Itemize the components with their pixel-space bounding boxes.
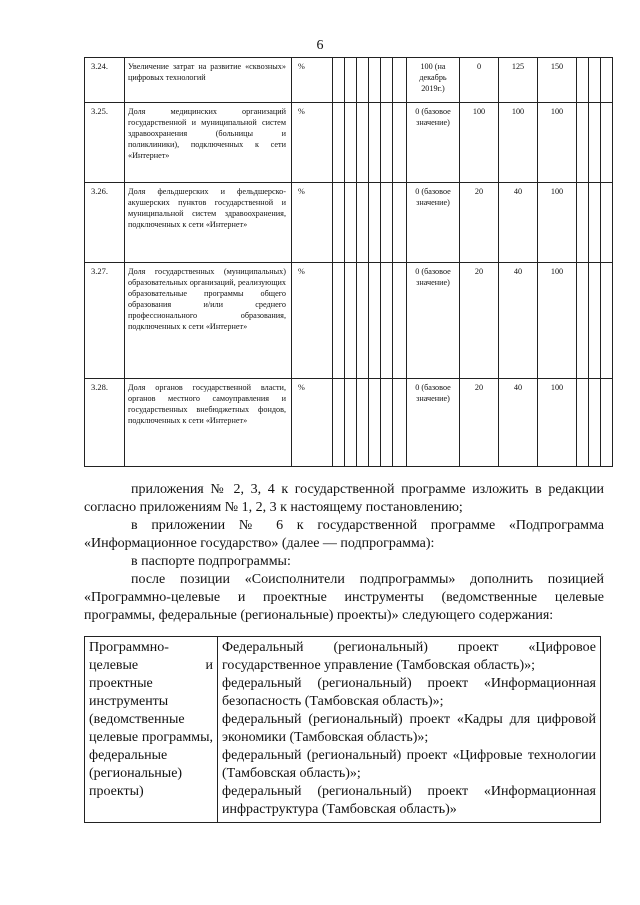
table-row [85,637,601,823]
unit-cell: % [292,58,333,103]
empty-cell [381,103,393,183]
empty-cell [577,263,589,379]
unit-cell: % [292,263,333,379]
unit-cell: % [292,379,333,467]
empty-cell [381,183,393,263]
indicator-name: Увеличение затрат на развитие «сквозных» цифровых технологий [125,58,292,103]
empty-cell [333,263,345,379]
empty-cell [601,183,613,263]
empty-cell [393,58,407,103]
empty-cell [333,103,345,183]
paragraph-subprogram: в приложении № 6 к государственной программе «Подпрограмма «Информационное государство» (далее — подпрограмма): [84,518,604,551]
base-value: 0 (базовое значение) [407,103,460,183]
empty-cell [357,183,369,263]
instruments-table [84,636,601,823]
empty-cell [577,379,589,467]
empty-cell [345,58,357,103]
indicator-name: Доля органов государственной власти, органов местного самоуправления и государственных внебюджетных фондов, подключенных к сети «Интернет» [125,379,292,467]
empty-cell [589,263,601,379]
empty-cell [589,183,601,263]
empty-cell [601,58,613,103]
empty-cell [393,379,407,467]
empty-cell [357,58,369,103]
value-cell: 100 [538,183,577,263]
empty-cell [369,379,381,467]
empty-cell [333,379,345,467]
value-cell: 100 [538,379,577,467]
indicator-name: Доля медицинских организаций государственной и муниципальной систем здравоохранения (больницы и поликлиники), подключенных к сети «Интернет» [125,103,292,183]
empty-cell [589,379,601,467]
empty-cell [357,103,369,183]
empty-cell [345,183,357,263]
project-item: федеральный (региональный) проект «Кадры для цифровой экономики (Тамбовская область)»; [222,712,596,745]
unit-cell: % [292,183,333,263]
empty-cell [345,263,357,379]
base-value: 0 (базовое значение) [407,183,460,263]
empty-cell [369,263,381,379]
value-cell: 125 [499,58,538,103]
empty-cell [369,103,381,183]
empty-cell [589,103,601,183]
empty-cell [369,58,381,103]
empty-cell [393,103,407,183]
value-cell: 0 [460,58,499,103]
table-row [85,58,613,103]
value-cell: 100 [538,103,577,183]
unit-cell: % [292,103,333,183]
empty-cell [381,58,393,103]
row-number: 3.27. [85,263,125,379]
base-value: 0 (базовое значение) [407,379,460,467]
table-row [85,183,613,263]
paragraph-passport: в паспорте подпрограммы: [131,554,291,569]
row-number: 3.26. [85,183,125,263]
value-cell: 40 [499,183,538,263]
value-cell: 150 [538,58,577,103]
project-item: федеральный (региональный) проект «Информационная инфраструктура (Тамбовская область)» [222,784,596,817]
empty-cell [393,183,407,263]
value-cell: 100 [460,103,499,183]
empty-cell [357,263,369,379]
empty-cell [577,183,589,263]
indicators-table [84,57,613,467]
empty-cell [577,58,589,103]
empty-cell [357,379,369,467]
row-number: 3.25. [85,103,125,183]
page-number: 6 [316,38,324,53]
empty-cell [345,379,357,467]
project-item: Федеральный (региональный) проект «Цифровое государственное управление (Тамбовская область)»; [222,640,596,673]
value-cell: 40 [499,263,538,379]
projects-cell [218,637,601,823]
value-cell: 40 [499,379,538,467]
empty-cell [601,263,613,379]
indicator-name: Доля фельдшерских и фельдшерско-акушерских пунктов государственной и муниципальной систем здравоохранения, подключенных к сети «Интернет» [125,183,292,263]
empty-cell [381,263,393,379]
base-value: 100 (на декабрь 2019г.) [407,58,460,103]
empty-cell [369,183,381,263]
empty-cell [393,263,407,379]
table-row [85,263,613,379]
empty-cell [333,183,345,263]
table-row [85,379,613,467]
paragraph-appendices: приложения № 2, 3, 4 к государственной программе изложить в редакции согласно приложениям № 1, 2, 3 к настоящему постановлению; [84,482,604,515]
base-value: 0 (базовое значение) [407,263,460,379]
value-cell: 100 [499,103,538,183]
row-number: 3.24. [85,58,125,103]
empty-cell [381,379,393,467]
paragraph-addition: после позиции «Соисполнители подпрограммы» дополнить позицией «Программно-целевые и проектные инструменты (ведомственные целевые программы, федеральные (региональные) проекты)» следующего содержания: [84,572,604,623]
value-cell: 20 [460,263,499,379]
project-item: федеральный (региональный) проект «Информационная безопасность (Тамбовская область)»; [222,676,596,709]
empty-cell [601,379,613,467]
table-row [85,103,613,183]
project-item: федеральный (региональный) проект «Цифровые технологии (Тамбовская область)»; [222,748,596,781]
instruments-label: Программно-целевые и проектные инструменты (ведомственные целевые программы, федеральные (региональные) проекты) [85,637,218,823]
empty-cell [333,58,345,103]
value-cell: 100 [538,263,577,379]
value-cell: 20 [460,183,499,263]
empty-cell [601,103,613,183]
row-number: 3.28. [85,379,125,467]
empty-cell [577,103,589,183]
value-cell: 20 [460,379,499,467]
indicator-name: Доля государственных (муниципальных) образовательных организаций, реализующих образовательные программы общего образования и/или среднего профессионального образования, подключенных к сети «Интернет» [125,263,292,379]
empty-cell [589,58,601,103]
empty-cell [345,103,357,183]
